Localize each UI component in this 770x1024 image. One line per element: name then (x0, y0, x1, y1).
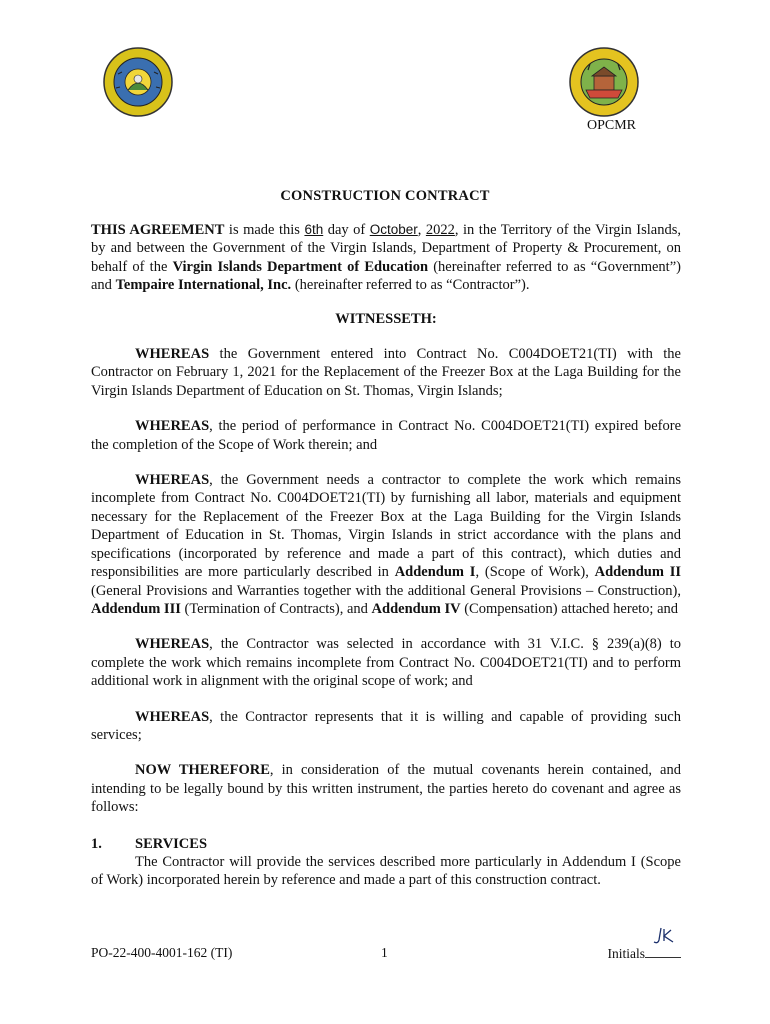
section-number: 1. (91, 835, 102, 852)
document-title: CONSTRUCTION CONTRACT (280, 188, 490, 204)
year-field: 2022 (425, 222, 455, 238)
whereas-label: WHEREAS (135, 346, 210, 363)
text-span: , the Contractor was selected in accordance with 31 V.I.C. § 239(a)(8) to complete the work which remains incomplete from Contract No. C004DOET21(TI) and to perform additional work in alignment with the original scope of work; and (91, 636, 681, 690)
text-span: day of (323, 222, 370, 238)
addendum-ref: Addendum IV (371, 600, 461, 617)
text-span: (hereinafter referred to as “Contractor”). (291, 277, 530, 294)
text-span: , (Scope of Work), (475, 564, 595, 581)
whereas-paragraph-4 (91, 635, 681, 690)
text-span: (hereinafter referred to as “Government”) and (91, 258, 681, 294)
text-span: (General Provisions and Warranties together with the additional General Provisions – Construction), (91, 582, 681, 599)
agreement-lead: THIS AGREEMENT (91, 222, 225, 238)
month-field: October (369, 222, 418, 237)
witnesseth-heading: WITNESSETH: (335, 310, 437, 327)
text-span: the Government entered into Contract No. C004DOET21(TI) with the Contractor on February 1, 2021 for the Replacement of the Freezer Box at the Laga Building for the Virgin Islands Department of Education on St. Thomas, Virgin Islands; (91, 346, 681, 399)
now-therefore-label: NOW THEREFORE (135, 762, 270, 779)
text-span: , the Contractor represents that it is willing and capable of providing such services; (91, 708, 681, 743)
whereas-label: WHEREAS (135, 708, 210, 725)
whereas-paragraph-2 (91, 417, 681, 454)
text-span: , the Government needs a contractor to complete the work which remains incomplete from Contract No. C004DOET21(TI) by furnishing all labor, materials and equipment necessary for the Replacement of the Freezer Box at the Laga Building for the Virgin Islands Department of Education in St. Thomas, Virgin Islands in strict accordance with the plans and specifications (incorporated by reference and made a part of this contract), which duties and responsibilities are more particularly described in (91, 472, 681, 581)
initials-field (645, 945, 681, 958)
text-span: , the period of performance in Contract No. C004DOET21(TI) expired before the completion of the Scope of Work therein; and (91, 418, 681, 453)
addendum-ref: Addendum III (91, 600, 181, 617)
initials-block (608, 945, 682, 962)
whereas-paragraph-3 (91, 471, 681, 618)
text-span: (Termination of Contracts), and (180, 600, 372, 617)
text-span: is made this (224, 222, 305, 238)
org-code: OPCMR (586, 118, 636, 133)
government-seal-icon (102, 46, 174, 118)
initials-label: Initials (607, 946, 645, 961)
document-body (91, 221, 681, 890)
section-title: SERVICES (135, 835, 208, 852)
document-number: PO-22-400-4001-162 (TI) (91, 945, 233, 960)
initials-signature-icon (651, 925, 679, 947)
text-span: (Compensation) attached hereto; and (460, 600, 679, 617)
section-1-heading (91, 835, 681, 853)
department-seal-icon (568, 46, 640, 118)
whereas-label: WHEREAS (135, 418, 210, 435)
department-name: Virgin Islands Department of Education (172, 258, 429, 275)
text-span: , in consideration of the mutual covenants herein contained, and intending to be legally bound by this written instrument, the parties hereto do covenant and agree as follows: (91, 762, 681, 816)
whereas-label: WHEREAS (135, 472, 210, 489)
text-span: , in the Territory of the Virgin Islands, by and between the Government of the Virgin Islands, Department of Property & Procurement, on behalf of the (91, 222, 682, 275)
section-1-text: The Contractor will provide the services described more particularly in Addendum I (Scope of Work) incorporated herein by reference and made a part of this construction contract. (91, 853, 681, 889)
whereas-paragraph-1 (91, 345, 681, 400)
day-field: 6th (304, 222, 324, 237)
page-number: 1 (381, 945, 388, 960)
agreement-paragraph (91, 221, 681, 295)
addendum-ref: Addendum II (594, 564, 682, 581)
contractor-name: Tempaire International, Inc. (115, 277, 292, 294)
whereas-paragraph-5 (91, 708, 681, 745)
addendum-ref: Addendum I (394, 564, 476, 581)
now-therefore-paragraph (91, 761, 681, 816)
text-span: , (417, 222, 426, 238)
whereas-label: WHEREAS (135, 636, 210, 653)
